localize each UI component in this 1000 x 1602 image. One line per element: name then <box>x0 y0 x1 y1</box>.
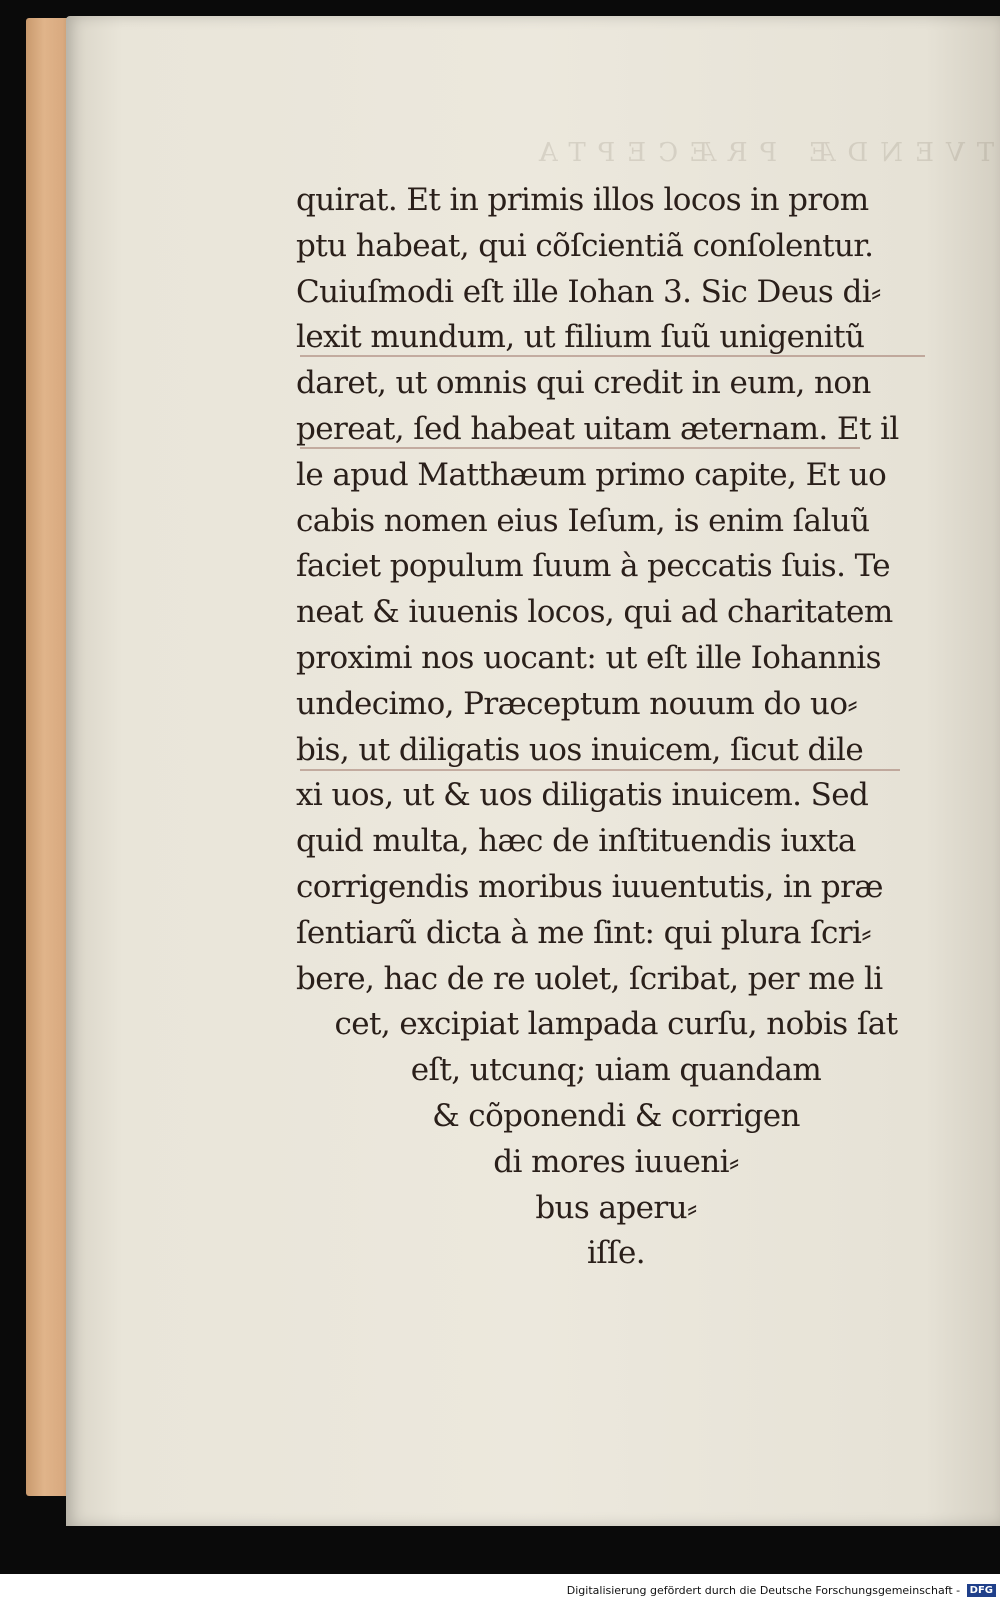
text-line: lexit mundum, ut filium ſuũ unigenitũ <box>296 319 865 356</box>
text-line: bere, hac de re uolet, ſcribat, per me li <box>296 960 883 997</box>
bleed-through-header: TVENDÆ PRÆCEPTA <box>526 138 994 168</box>
credit-text: Digitalisierung gefördert durch die Deutsche Forschungsgemeinschaft - <box>566 1583 961 1597</box>
text-line: le apud Matthæum primo capite, Et uo <box>296 456 887 493</box>
text-line: faciet populum ſuum à peccatis ſuis. Te <box>296 548 891 585</box>
text-line: corrigendis moribus iuuentutis, in præ <box>296 868 883 905</box>
text-line: cabis nomen eius Ieſum, is enim ſaluũ <box>296 502 870 539</box>
text-line: ptu habeat, qui cõſcientiã conſolentur. <box>296 227 874 264</box>
text-line: quid multa, hæc de inſtituendis iuxta <box>296 823 856 860</box>
text-line: xi uos, ut & uos diligatis inuicem. Sed <box>296 777 869 814</box>
dfg-logo-icon: DFG <box>967 1584 996 1597</box>
text-line: eſt, utcunq; uiam quandam <box>410 1052 822 1089</box>
text-line: & cõponendi & corrigen <box>432 1097 800 1134</box>
text-line: cet, excipiat lampada curſu, nobis ſat <box>334 1006 898 1043</box>
text-line: quirat. Et in primis illos locos in prom <box>296 182 869 218</box>
text-line: Cuiuſmodi eſt ille Iohan 3. Sic Deus di⸗ <box>296 273 881 310</box>
text-line: neat & iuuenis locos, qui ad charitatem <box>296 594 893 631</box>
digitization-credit <box>567 1584 996 1598</box>
page-text <box>296 178 936 1277</box>
footer-bar <box>0 1574 1000 1602</box>
text-line: di mores iuueni⸗ <box>493 1143 739 1180</box>
text-line: undecimo, Præceptum nouum do uo⸗ <box>296 685 858 722</box>
text-line: daret, ut omnis qui credit in eum, non <box>296 365 871 402</box>
text-line: bus aperu⸗ <box>535 1189 697 1226</box>
text-line: bis, ut diligatis uos inuicem, ſicut dile <box>296 731 864 768</box>
ink-underline <box>300 447 860 449</box>
ink-underline <box>300 355 925 357</box>
text-line: pereat, ſed habeat uitam æternam. Et il <box>296 410 899 447</box>
ink-underline <box>300 769 900 771</box>
text-line: iſſe. <box>586 1235 646 1272</box>
text-line: proximi nos uocant: ut eſt ille Iohannis <box>296 639 881 676</box>
text-line: ſentiarũ dicta à me ſint: qui plura ſcri⸗ <box>296 914 871 951</box>
